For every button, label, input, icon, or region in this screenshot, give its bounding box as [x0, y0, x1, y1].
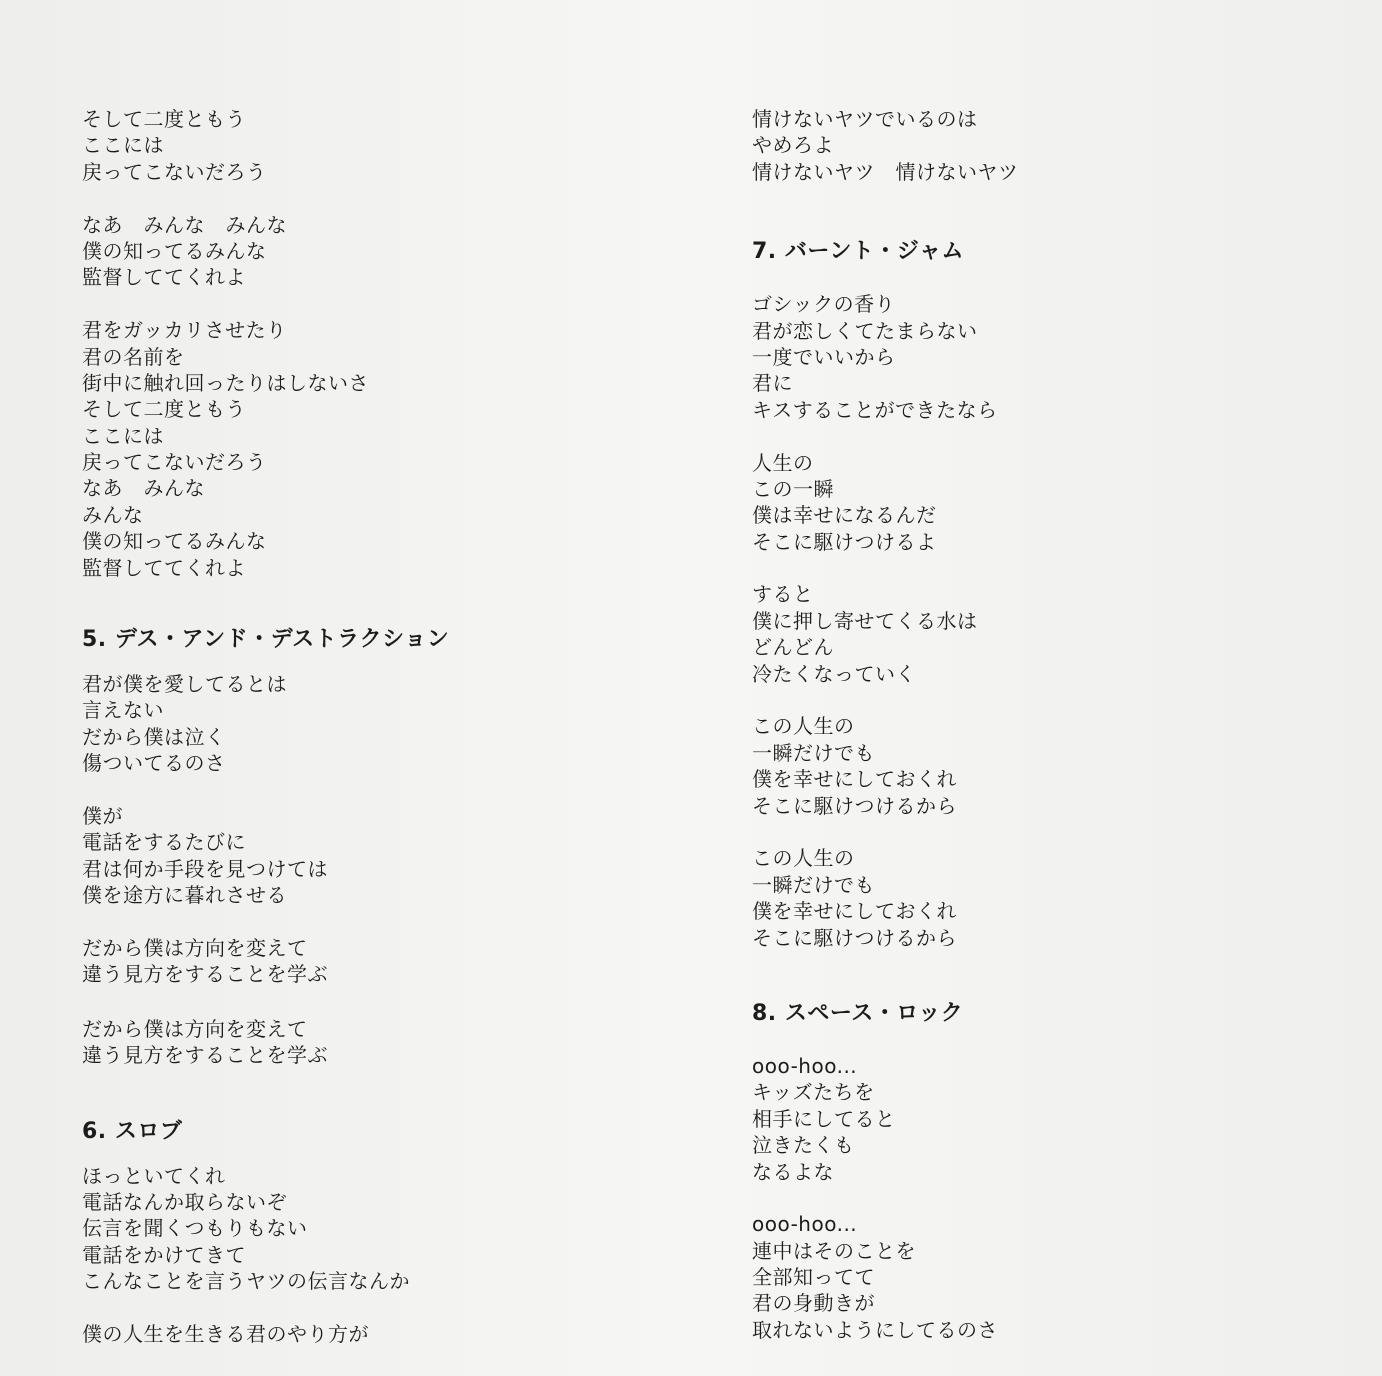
stanza: [752, 106, 1352, 185]
lyric-line: どんどん: [752, 635, 834, 660]
stanza: [752, 845, 1352, 951]
stanza: [752, 1211, 1352, 1343]
lyric-line: 君は何か手段を見つけては: [82, 856, 328, 881]
lyric-line: 違う見方をすることを学ぶ: [82, 962, 328, 987]
lyric-line: そこに駆けつけるから: [752, 793, 957, 818]
lyric-line: やめろよ: [752, 133, 834, 158]
lyric-line: こんなことを言うヤツの伝言なんか: [82, 1269, 410, 1294]
lyric-line: だから僕は泣く: [82, 724, 226, 749]
lyric-line: キッズたちを: [752, 1080, 875, 1105]
stanza: [752, 291, 1352, 423]
stanza: [752, 1053, 1352, 1185]
stanza: [82, 106, 682, 185]
lyric-line: なあ みんな: [82, 476, 205, 501]
stanza: [82, 212, 682, 291]
lyric-line: そして二度ともう: [82, 107, 246, 131]
lyric-line: 取れないようにしてるのさ: [752, 1317, 998, 1342]
lyric-line: この人生の: [752, 846, 855, 871]
stanza: [752, 450, 1352, 556]
lyric-line: そこに駆けつけるから: [752, 925, 957, 950]
lyric-line: そこに駆けつけるよ: [752, 529, 937, 554]
lyric-line: 君をガッカリさせたり: [82, 318, 287, 343]
left-column: [82, 106, 682, 1347]
lyric-line: 違う見方をすることを学ぶ: [82, 1043, 328, 1068]
lyric-line: ooo-hoo...: [752, 1053, 858, 1078]
lyric-line: この一瞬: [752, 476, 834, 501]
lyric-line: 連中はそのことを: [752, 1238, 916, 1263]
lyric-line: 一瞬だけでも: [752, 872, 875, 897]
lyric-line: 傷ついてるのさ: [82, 751, 226, 776]
lyric-line: キスすることができたなら: [752, 397, 998, 422]
lyric-line: だから僕は方向を変えて: [82, 1016, 308, 1041]
lyric-line: 僕を途方に暮れさせる: [82, 883, 287, 908]
lyric-line: 戻ってこないだろう: [82, 159, 267, 184]
stanza: [82, 317, 682, 581]
lyric-line: 監督しててくれよ: [82, 555, 246, 580]
lyric-line: ここには: [82, 423, 164, 448]
lyric-line: 電話をするたびに: [82, 830, 246, 855]
lyric-line: 電話なんか取らないぞ: [82, 1189, 287, 1214]
lyric-line: すると: [752, 582, 814, 607]
song-title-7: 7. バーント・ジャム: [752, 239, 964, 265]
song-title-5: 5. デス・アンド・デストラクション: [82, 627, 450, 653]
lyric-line: 人生の: [752, 450, 814, 475]
lyric-line: 僕が: [82, 803, 123, 828]
lyric-line: なるよな: [752, 1159, 834, 1184]
lyric-line: 冷たくなっていく: [752, 661, 916, 686]
lyric-line: 僕は幸せになるんだ: [752, 503, 937, 528]
lyric-line: ほっといてくれ: [82, 1163, 226, 1188]
stanza: [82, 1016, 682, 1069]
lyric-line: ooo-hoo...: [752, 1212, 858, 1237]
lyric-line: 僕に押し寄せてくる水は: [752, 608, 978, 633]
lyric-line: 情けないヤツ 情けないヤツ: [752, 159, 1019, 184]
lyric-line: 一度でいいから: [752, 344, 896, 369]
lyric-line: 戻ってこないだろう: [82, 450, 267, 475]
stanza: [752, 581, 1352, 687]
lyric-line: 僕の知ってるみんな: [82, 238, 267, 263]
stanza: [82, 671, 682, 777]
lyric-line: 全部知ってて: [752, 1265, 875, 1290]
stanza: [82, 803, 682, 909]
lyric-line: 君が僕を愛してるとは: [82, 672, 287, 697]
lyric-line: 情けないヤツでいるのは: [752, 107, 978, 131]
lyric-line: この人生の: [752, 714, 855, 739]
song-title-8: 8. スペース・ロック: [752, 1000, 964, 1026]
lyric-line: 君に: [752, 371, 793, 396]
lyric-line: ゴシックの香り: [752, 292, 896, 317]
lyric-line: 僕を幸せにしておくれ: [752, 899, 957, 924]
stanza: [82, 1163, 682, 1295]
lyric-line: そして二度ともう: [82, 397, 246, 422]
lyric-line: 相手にしてると: [752, 1106, 896, 1131]
lyric-line: なあ みんな みんな: [82, 212, 287, 237]
lyric-line: 泣きたくも: [752, 1133, 855, 1158]
stanza: [82, 1321, 682, 1347]
lyric-line: 君が恋しくてたまらない: [752, 318, 978, 343]
song-title-6: 6. スロブ: [82, 1118, 183, 1144]
stanza: [752, 713, 1352, 819]
lyric-line: 伝言を聞くつもりもない: [82, 1216, 308, 1241]
lyric-line: みんな: [82, 502, 144, 527]
lyric-line: 僕の知ってるみんな: [82, 529, 267, 554]
lyric-line: 監督しててくれよ: [82, 265, 246, 290]
stanza: [82, 935, 682, 988]
lyric-line: ここには: [82, 133, 164, 158]
lyric-line: 僕を幸せにしておくれ: [752, 767, 957, 792]
lyric-line: 言えない: [82, 698, 164, 723]
lyric-line: 僕の人生を生きる君のやり方が: [82, 1321, 369, 1346]
lyric-line: 電話をかけてきて: [82, 1242, 246, 1267]
lyric-line: 君の名前を: [82, 344, 185, 369]
lyric-line: 一瞬だけでも: [752, 740, 875, 765]
lyric-line: 街中に触れ回ったりはしないさ: [82, 370, 369, 395]
lyric-line: だから僕は方向を変えて: [82, 935, 308, 960]
right-column: [752, 106, 1352, 1343]
lyric-line: 君の身動きが: [752, 1291, 875, 1316]
